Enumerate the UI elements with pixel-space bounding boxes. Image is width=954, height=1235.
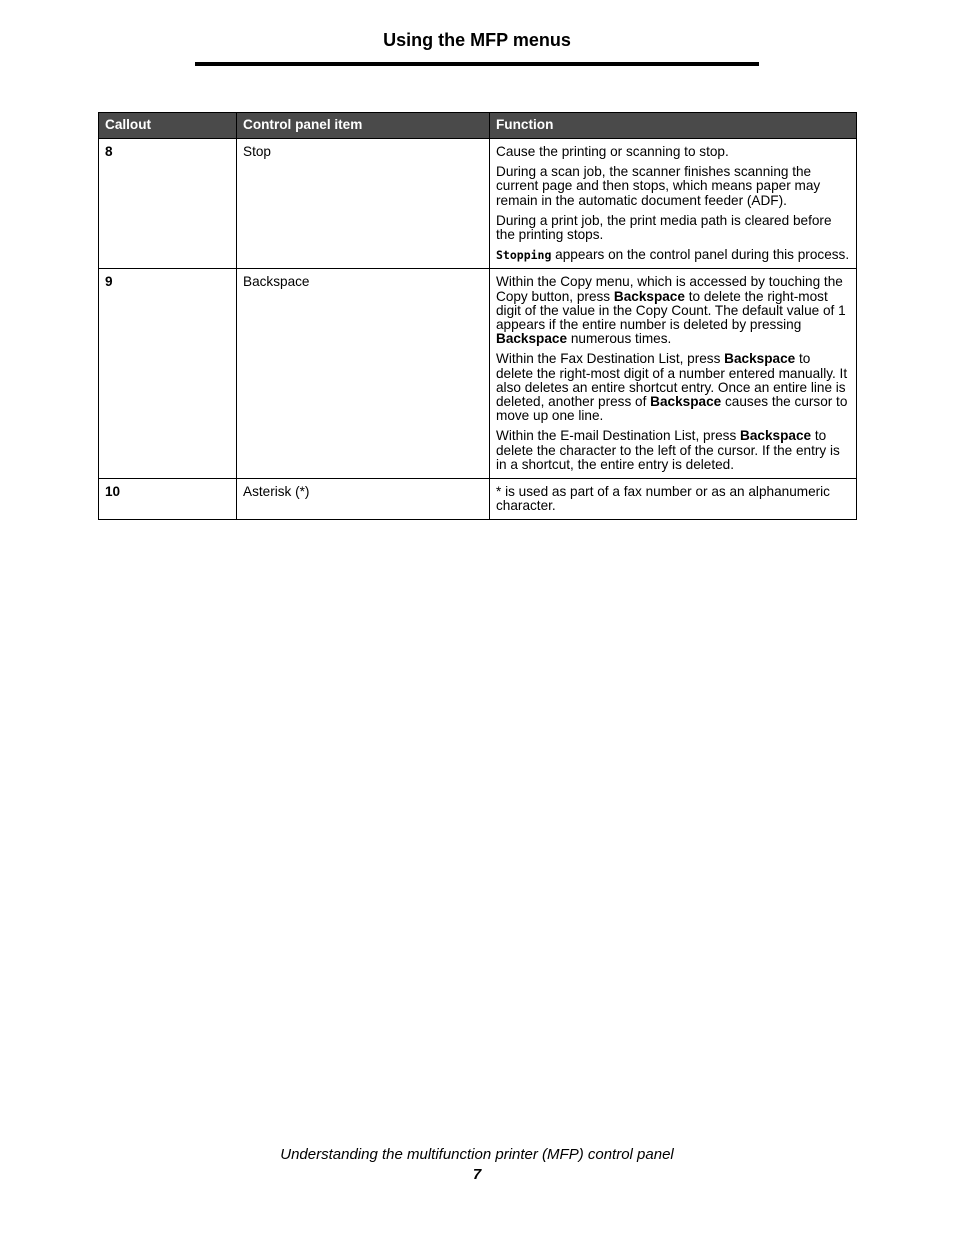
- key-name: Backspace: [650, 394, 722, 410]
- table-row: [99, 139, 857, 269]
- table-row: [99, 479, 857, 520]
- callout-table: [98, 112, 857, 520]
- function-paragraph: During a print job, the print media path is cleared before the printing stops.: [496, 212, 832, 243]
- function-paragraph: [496, 352, 850, 423]
- column-header-callout: Callout: [99, 113, 237, 139]
- title-rule: [195, 62, 759, 66]
- display-message-code: Stopping: [496, 248, 552, 263]
- function-paragraph: [496, 429, 850, 472]
- page-title: Using the MFP menus: [383, 30, 571, 50]
- function-text: Within the E-mail Destination List, press: [496, 428, 741, 444]
- function-paragraph: * is used as part of a fax number or as an alphanumeric character.: [496, 484, 830, 514]
- column-header-control-panel-item: Control panel item: [237, 113, 490, 139]
- table-row: [99, 269, 857, 479]
- function-text: appears on the control panel during this process.: [551, 247, 850, 263]
- function-paragraph: During a scan job, the scanner finishes scanning the current page and then stops, which means paper may remain in the automatic document feeder (ADF).: [496, 164, 821, 208]
- footer-section-title: Understanding the multifunction printer (MFP) control panel: [280, 1146, 674, 1163]
- function-description: [490, 479, 857, 520]
- callout-number: 8: [99, 139, 237, 269]
- function-text: to delete the character to the left of the cursor. If the entry is in a shortcut, the entire entry is deleted.: [496, 428, 840, 472]
- function-description: [490, 139, 857, 269]
- function-paragraph: [496, 275, 850, 346]
- control-panel-item: Asterisk (*): [237, 479, 490, 520]
- function-text: Within the Fax Destination List, press: [496, 351, 725, 367]
- function-text: to delete the right-most digit of the value in the Copy Count. The default value of 1 appears if the entire number is deleted by pressing: [496, 288, 846, 333]
- function-text: causes the cursor to move up one line.: [496, 394, 848, 424]
- function-text: Within the Copy menu, which is accessed by touching the Copy button, press: [496, 274, 843, 304]
- page-number: 7: [472, 1166, 482, 1183]
- callout-number: 9: [99, 269, 237, 479]
- function-paragraph: [496, 248, 850, 262]
- function-text: to delete the right-most digit of a number entered manually. It also deletes an entire shortcut entry. Once an entire line is deleted, another press of: [496, 351, 848, 410]
- key-name: Backspace: [740, 428, 812, 444]
- key-name: Backspace: [613, 288, 685, 304]
- table-header-row: [99, 113, 857, 139]
- control-panel-item: Stop: [237, 139, 490, 269]
- function-description: [490, 269, 857, 479]
- function-paragraph: Cause the printing or scanning to stop.: [496, 144, 729, 159]
- column-header-function: Function: [490, 113, 857, 139]
- key-name: Backspace: [496, 331, 568, 347]
- key-name: Backspace: [724, 351, 796, 367]
- function-text: numerous times.: [567, 331, 672, 347]
- callout-number: 10: [99, 479, 237, 520]
- control-panel-item: Backspace: [237, 269, 490, 479]
